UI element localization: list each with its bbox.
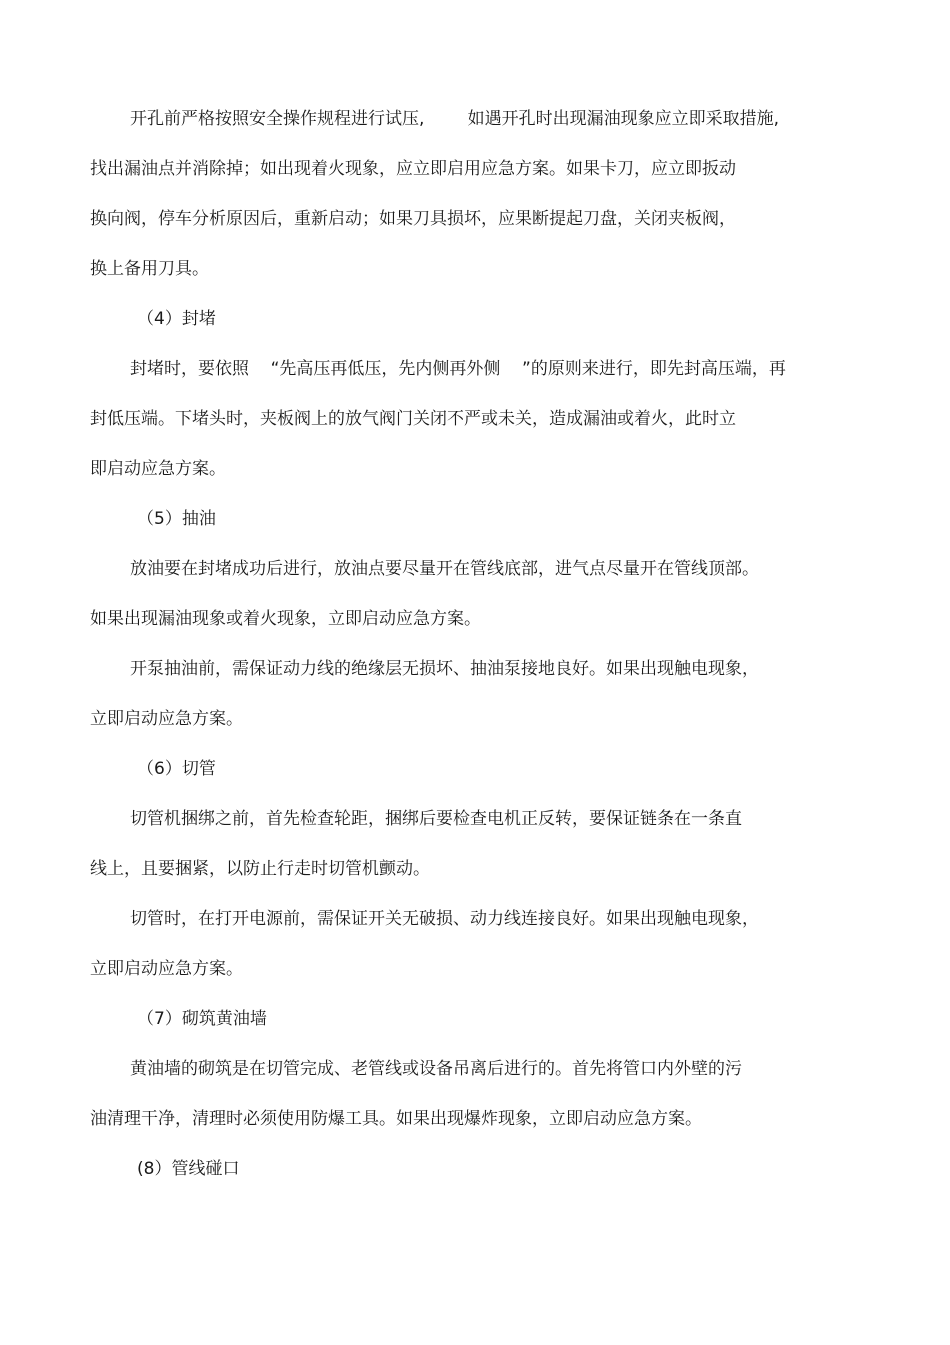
section-heading: (8）管线碰口	[137, 1159, 240, 1179]
paragraph-line: 换上备用刀具。	[90, 259, 209, 279]
paragraph-line: 如果出现漏油现象或着火现象，立即启动应急方案。	[90, 609, 481, 629]
paragraph-line: 开孔前严格按照安全操作规程进行试压, 如遇开孔时出现漏油现象应立即采取措施,	[130, 109, 780, 129]
paragraph-line: 封堵时，要依照 “先高压再低压，先内侧再外侧 ”的原则来进行，即先封高压端，再	[130, 359, 786, 379]
paragraph-line: 立即启动应急方案。	[90, 709, 243, 729]
paragraph-line: 放油要在封堵成功后进行，放油点要尽量开在管线底部，进气点尽量开在管线顶部。	[130, 559, 759, 579]
paragraph-line: 切管机捆绑之前，首先检查轮距，捆绑后要检查电机正反转，要保证链条在一条直	[130, 809, 742, 829]
paragraph-line: 找出漏油点并消除掉；如出现着火现象，应立即启用应急方案。如果卡刀，应立即扳动	[90, 159, 736, 179]
paragraph-line: 油清理干净，清理时必须使用防爆工具。如果出现爆炸现象，立即启动应急方案。	[90, 1109, 702, 1129]
section-heading: （6）切管	[137, 759, 216, 779]
paragraph-line: 切管时，在打开电源前，需保证开关无破损、动力线连接良好。如果出现触电现象，	[130, 909, 759, 929]
paragraph-line: 开泵抽油前，需保证动力线的绝缘层无损坏、抽油泵接地良好。如果出现触电现象，	[130, 659, 759, 679]
section-heading: （7）砌筑黄油墙	[137, 1009, 267, 1029]
paragraph-line: 换向阀，停车分析原因后，重新启动；如果刀具损坏，应果断提起刀盘，关闭夹板阀，	[90, 209, 736, 229]
paragraph-line: 线上，且要捆紧，以防止行走时切管机颤动。	[90, 859, 430, 879]
section-heading: （4）封堵	[137, 309, 216, 329]
paragraph-line: 立即启动应急方案。	[90, 959, 243, 979]
paragraph-line: 黄油墙的砌筑是在切管完成、老管线或设备吊离后进行的。首先将管口内外壁的污	[130, 1059, 742, 1079]
paragraph-line: 封低压端。下堵头时，夹板阀上的放气阀门关闭不严或未关，造成漏油或着火，此时立	[90, 409, 736, 429]
paragraph-line: 即启动应急方案。	[90, 459, 226, 479]
section-heading: （5）抽油	[137, 509, 216, 529]
